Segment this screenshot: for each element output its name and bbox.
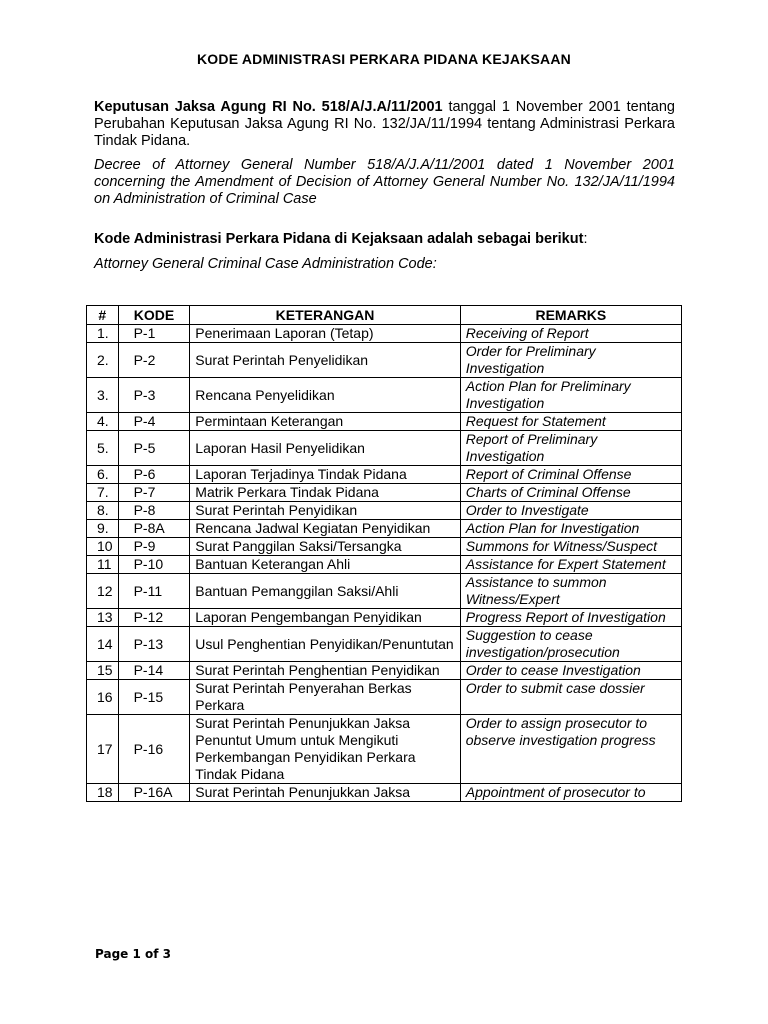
cell-keterangan: Laporan Pengembangan Penyidikan (190, 609, 460, 627)
cell-keterangan: Penerimaan Laporan (Tetap) (190, 325, 460, 343)
cell-number: 10 (87, 538, 119, 556)
table-row (87, 784, 682, 802)
cell-kode: P-11 (118, 574, 190, 609)
intro-colon: : (583, 231, 588, 247)
cell-keterangan: Laporan Terjadinya Tindak Pidana (190, 466, 460, 484)
cell-keterangan: Rencana Penyelidikan (190, 378, 460, 413)
table-row (87, 343, 682, 378)
decree-description: tanggal 1 November 2001 tentang Perubahan Keputusan Jaksa Agung RI No. 132/JA/11/1994 tentang Administrasi Perkara Tindak Pidana. (94, 99, 675, 149)
cell-remarks: Assistance for Expert Statement (460, 556, 681, 574)
cell-keterangan: Surat Perintah Penyerahan Berkas Perkara (190, 680, 460, 715)
cell-kode: P-2 (118, 343, 190, 378)
intro-paragraph (94, 231, 675, 248)
cell-remarks: Request for Statement (460, 413, 681, 431)
table-row (87, 715, 682, 784)
cell-remarks: Receiving of Report (460, 325, 681, 343)
table-row (87, 574, 682, 609)
table-row (87, 662, 682, 680)
cell-keterangan: Surat Perintah Penyidikan (190, 502, 460, 520)
cell-kode: P-10 (118, 556, 190, 574)
cell-kode: P-12 (118, 609, 190, 627)
cell-number: 14 (87, 627, 119, 662)
table-row (87, 538, 682, 556)
table-row (87, 466, 682, 484)
cell-kode: P-16 (118, 715, 190, 784)
cell-remarks: Action Plan for Investigation (460, 520, 681, 538)
document-title: KODE ADMINISTRASI PERKARA PIDANA KEJAKSAAN (197, 51, 571, 67)
cell-number: 6. (87, 466, 119, 484)
cell-keterangan: Surat Panggilan Saksi/Tersangka (190, 538, 460, 556)
cell-number: 8. (87, 502, 119, 520)
cell-kode: P-9 (118, 538, 190, 556)
page-number: Page 1 of 3 (95, 947, 171, 961)
table-row (87, 431, 682, 466)
table-row (87, 378, 682, 413)
table-row (87, 325, 682, 343)
cell-kode: P-13 (118, 627, 190, 662)
cell-remarks: Order to Investigate (460, 502, 681, 520)
cell-keterangan: Usul Penghentian Penyidikan/Penuntutan (190, 627, 460, 662)
cell-kode: P-1 (118, 325, 190, 343)
cell-kode: P-16A (118, 784, 190, 802)
cell-keterangan: Bantuan Keterangan Ahli (190, 556, 460, 574)
table-row (87, 609, 682, 627)
header-keterangan: KETERANGAN (190, 306, 460, 325)
cell-kode: P-14 (118, 662, 190, 680)
decree-english: Decree of Attorney General Number 518/A/J.A/11/2001 dated 1 November 2001 concerning the Amendment of Decision of Attorney General Number No. 132/JA/11/1994 on Administration of Criminal Case (94, 157, 675, 207)
intro-english: Attorney General Criminal Case Administration Code: (94, 256, 437, 272)
cell-keterangan: Rencana Jadwal Kegiatan Penyidikan (190, 520, 460, 538)
header-remarks: REMARKS (460, 306, 681, 325)
intro-heading: Kode Administrasi Perkara Pidana di Kejaksaan adalah sebagai berikut (94, 231, 584, 247)
cell-remarks: Charts of Criminal Offense (460, 484, 681, 502)
header-kode: KODE (118, 306, 190, 325)
cell-kode: P-8A (118, 520, 190, 538)
table-row (87, 627, 682, 662)
cell-kode: P-3 (118, 378, 190, 413)
cell-number: 9. (87, 520, 119, 538)
cell-number: 5. (87, 431, 119, 466)
cell-number: 3. (87, 378, 119, 413)
table-row (87, 413, 682, 431)
cell-remarks: Suggestion to cease investigation/prosecution (460, 627, 681, 662)
cell-number: 17 (87, 715, 119, 784)
decree-paragraph (94, 99, 675, 150)
cell-remarks: Appointment of prosecutor to (460, 784, 681, 802)
cell-kode: P-15 (118, 680, 190, 715)
cell-number: 15 (87, 662, 119, 680)
cell-number: 16 (87, 680, 119, 715)
cell-remarks: Assistance to summon Witness/Expert (460, 574, 681, 609)
cell-remarks: Order for Preliminary Investigation (460, 343, 681, 378)
cell-remarks: Order to cease Investigation (460, 662, 681, 680)
cell-keterangan: Matrik Perkara Tindak Pidana (190, 484, 460, 502)
cell-remarks: Order to assign prosecutor to observe investigation progress (460, 715, 681, 784)
cell-keterangan: Bantuan Pemanggilan Saksi/Ahli (190, 574, 460, 609)
code-table (86, 305, 682, 802)
cell-number: 13 (87, 609, 119, 627)
cell-number: 12 (87, 574, 119, 609)
cell-keterangan: Surat Perintah Penghentian Penyidikan (190, 662, 460, 680)
table-row (87, 680, 682, 715)
cell-remarks: Progress Report of Investigation (460, 609, 681, 627)
table-row (87, 484, 682, 502)
cell-keterangan: Surat Perintah Penunjukkan Jaksa (190, 784, 460, 802)
cell-remarks: Summons for Witness/Suspect (460, 538, 681, 556)
decree-number: Keputusan Jaksa Agung RI No. 518/A/J.A/11/2001 (94, 99, 443, 115)
cell-number: 4. (87, 413, 119, 431)
cell-remarks: Order to submit case dossier (460, 680, 681, 715)
cell-remarks: Report of Preliminary Investigation (460, 431, 681, 466)
cell-remarks: Report of Criminal Offense (460, 466, 681, 484)
table-row (87, 502, 682, 520)
header-number: # (87, 306, 119, 325)
cell-kode: P-8 (118, 502, 190, 520)
cell-kode: P-6 (118, 466, 190, 484)
table-header-row (87, 306, 682, 325)
cell-kode: P-7 (118, 484, 190, 502)
cell-number: 1. (87, 325, 119, 343)
cell-number: 18 (87, 784, 119, 802)
table-row (87, 556, 682, 574)
cell-number: 2. (87, 343, 119, 378)
cell-kode: P-5 (118, 431, 190, 466)
cell-number: 7. (87, 484, 119, 502)
table-row (87, 520, 682, 538)
cell-remarks: Action Plan for Preliminary Investigation (460, 378, 681, 413)
table-body (87, 325, 682, 802)
cell-keterangan: Laporan Hasil Penyelidikan (190, 431, 460, 466)
cell-number: 11 (87, 556, 119, 574)
cell-kode: P-4 (118, 413, 190, 431)
cell-keterangan: Permintaan Keterangan (190, 413, 460, 431)
cell-keterangan: Surat Perintah Penunjukkan Jaksa Penuntut Umum untuk Mengikuti Perkembangan Penyidikan Perkara Tindak Pidana (190, 715, 460, 784)
cell-keterangan: Surat Perintah Penyelidikan (190, 343, 460, 378)
